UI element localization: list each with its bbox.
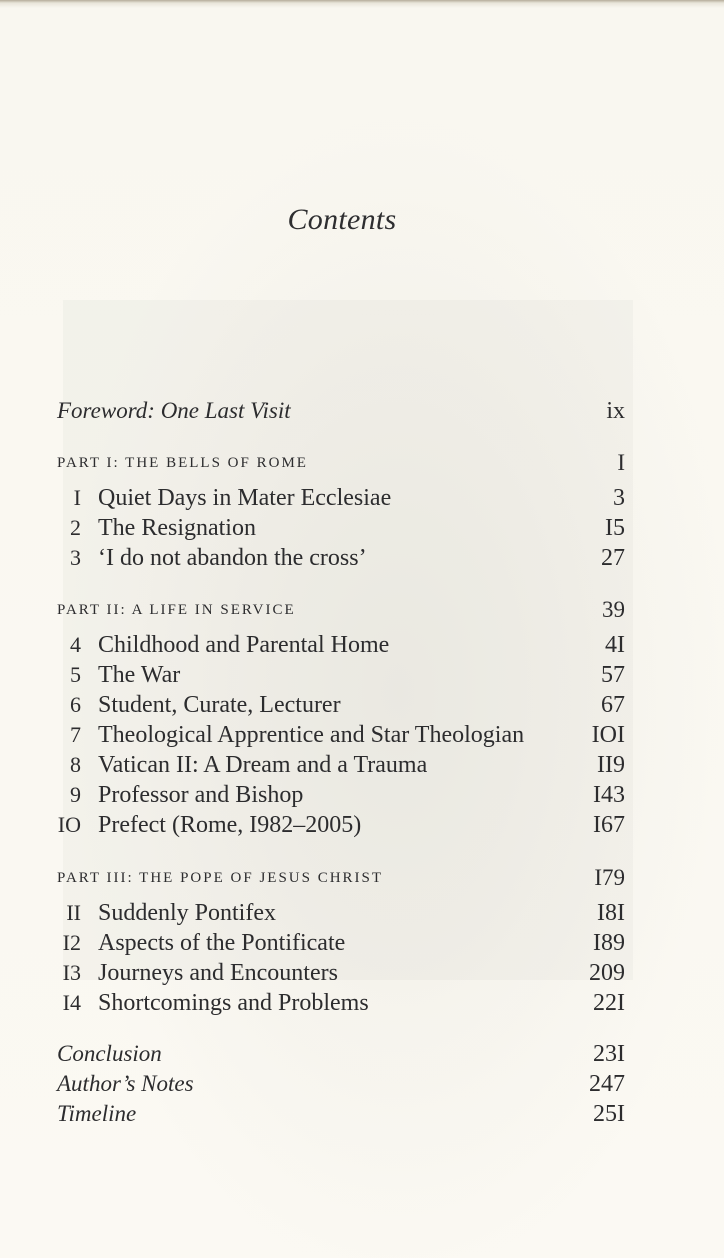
toc-chapter xyxy=(57,632,625,662)
chapter-page: 209 xyxy=(589,960,625,986)
chapter-title: Quiet Days in Mater Ecclesiae xyxy=(98,485,392,511)
entry-label: Timeline xyxy=(57,1101,137,1126)
chapter-title: Shortcomings and Problems xyxy=(98,990,369,1016)
page-title: Contents xyxy=(287,203,397,236)
toc-back-matter xyxy=(57,1071,625,1101)
chapter-number: I4 xyxy=(62,990,81,1015)
chapter-number: 3 xyxy=(70,545,81,570)
chapter-page: I43 xyxy=(593,782,625,808)
chapter-number: 8 xyxy=(70,752,81,777)
chapter-number: 7 xyxy=(70,722,81,747)
chapter-number: 4 xyxy=(70,632,81,657)
chapter-title: Prefect (Rome, I982–2005) xyxy=(98,812,362,838)
part-page: I79 xyxy=(594,865,625,890)
part-page: I xyxy=(617,450,625,475)
part-label: PART III: THE POPE OF JESUS CHRIST xyxy=(57,870,384,886)
toc-chapter xyxy=(57,485,625,515)
toc-chapter xyxy=(57,990,625,1020)
part-page: 39 xyxy=(602,597,625,622)
chapter-number: 6 xyxy=(70,692,81,717)
toc-chapter xyxy=(57,722,625,752)
chapter-page: 67 xyxy=(601,692,625,718)
toc-back-matter xyxy=(57,1101,625,1131)
chapter-page: 27 xyxy=(601,545,625,571)
toc-chapter xyxy=(57,662,625,692)
chapter-title: The War xyxy=(98,662,181,688)
toc-back-matter xyxy=(57,1041,625,1071)
chapter-number: I xyxy=(73,485,81,510)
chapter-title: Theological Apprentice and Star Theologian xyxy=(98,722,525,748)
toc-chapter xyxy=(57,900,625,930)
chapter-page: 4I xyxy=(605,632,625,658)
toc-chapter xyxy=(57,812,625,842)
chapter-number: IO xyxy=(57,812,81,837)
toc-part-heading xyxy=(57,450,625,485)
toc-chapter xyxy=(57,930,625,960)
chapter-page: 3 xyxy=(613,485,625,511)
entry-label: Foreword: One Last Visit xyxy=(57,398,291,423)
chapter-title: ‘I do not abandon the cross’ xyxy=(98,545,367,571)
entry-label: Author’s Notes xyxy=(57,1071,194,1096)
chapter-page: I67 xyxy=(593,812,625,838)
chapter-number: II xyxy=(66,900,81,925)
entry-page: 247 xyxy=(589,1071,625,1097)
chapter-page: II9 xyxy=(597,752,625,778)
toc-chapter xyxy=(57,692,625,722)
toc-chapter xyxy=(57,515,625,545)
entry-page: ix xyxy=(606,398,625,424)
chapter-title: Childhood and Parental Home xyxy=(98,632,390,658)
chapter-number: I3 xyxy=(62,960,81,985)
toc-chapter xyxy=(57,752,625,782)
chapter-number: 2 xyxy=(70,515,81,540)
toc-part-heading xyxy=(57,865,625,900)
chapter-number: 9 xyxy=(70,782,81,807)
entry-page: 25I xyxy=(593,1101,625,1127)
chapter-number: 5 xyxy=(70,662,81,687)
chapter-number: I2 xyxy=(62,930,81,955)
entry-page: 23I xyxy=(593,1041,625,1067)
entry-label: Conclusion xyxy=(57,1041,162,1066)
chapter-title: The Resignation xyxy=(98,515,256,541)
toc-chapter xyxy=(57,782,625,812)
chapter-page: IOI xyxy=(591,722,625,748)
chapter-title: Professor and Bishop xyxy=(98,782,304,808)
chapter-page: I89 xyxy=(593,930,625,956)
toc-part-heading xyxy=(57,597,625,632)
chapter-title: Vatican II: A Dream and a Trauma xyxy=(98,752,428,778)
chapter-page: I5 xyxy=(605,515,625,541)
chapter-title: Aspects of the Pontificate xyxy=(98,930,346,956)
chapter-title: Journeys and Encounters xyxy=(98,960,338,986)
toc-chapter xyxy=(57,960,625,990)
chapter-page: 57 xyxy=(601,662,625,688)
toc-chapter xyxy=(57,545,625,575)
chapter-title: Student, Curate, Lecturer xyxy=(98,692,341,718)
chapter-page: I8I xyxy=(597,900,625,926)
part-label: PART II: A LIFE IN SERVICE xyxy=(57,602,296,618)
toc-foreword xyxy=(57,398,625,428)
part-label: PART I: THE BELLS OF ROME xyxy=(57,455,308,471)
chapter-title: Suddenly Pontifex xyxy=(98,900,276,926)
chapter-page: 22I xyxy=(593,990,625,1016)
